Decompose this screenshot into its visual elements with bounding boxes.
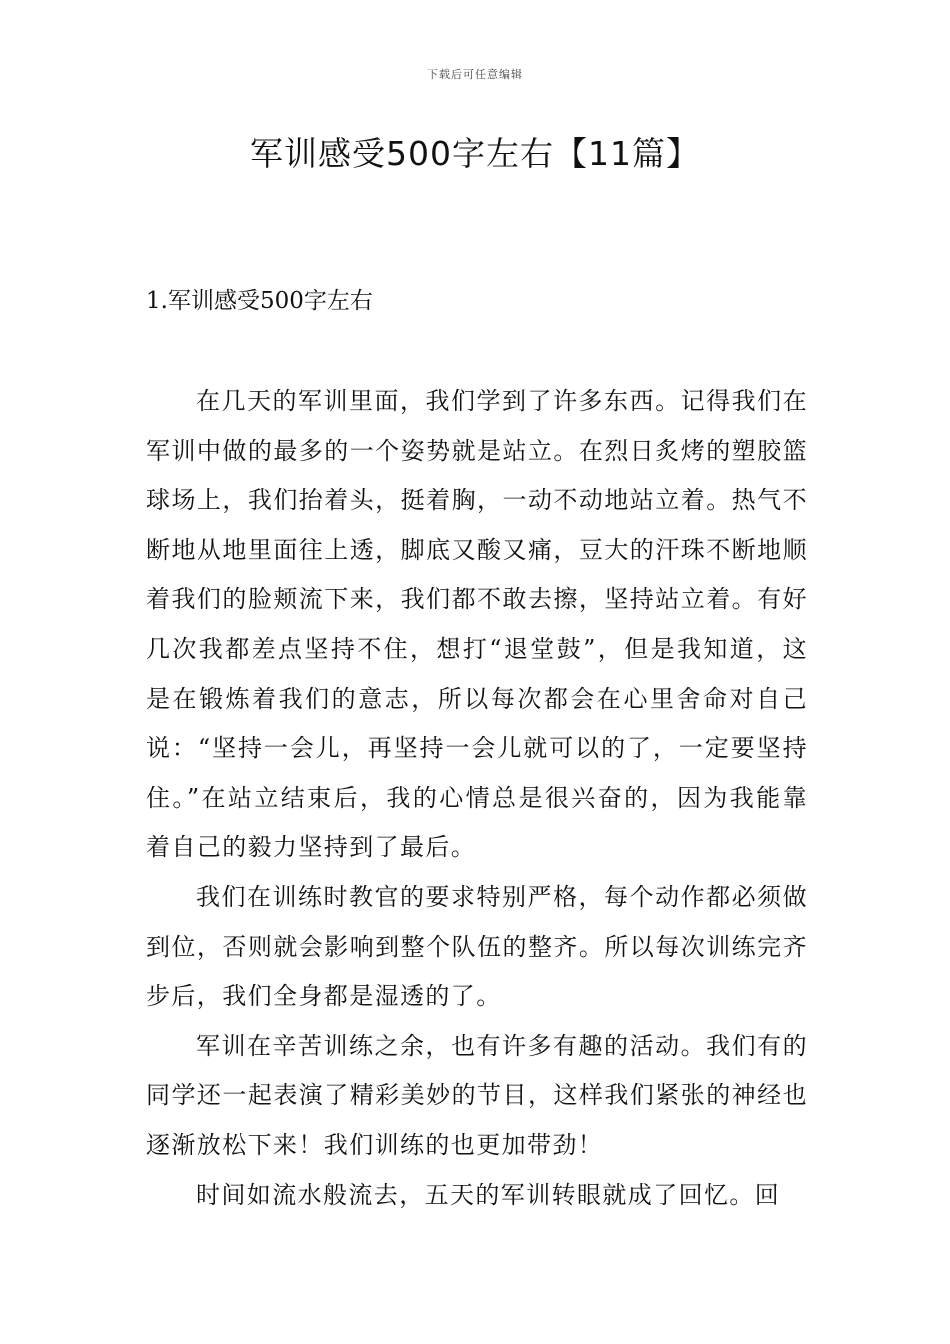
document-title: 军训感受500字左右【11篇】 (250, 134, 700, 173)
paragraph: 在几天的军训里面，我们学到了许多东西。记得我们在军训中做的最多的一个姿势就是站立。在烈日炙烤的塑胶篮球场上，我们抬着头，挺着胸，一动不动地站立着。热气不断地从地里面往上透，脚底又酸又痛，豆大的汗珠不断地顺着我们的脸颊流下来，我们都不敢去擦，坚持站立着。有好几次我都差点坚持不住，想打“退堂鼓”，但是我知道，这是在锻炼着我们的意志，所以每次都会在心里舍命对自己说：“坚持一会儿，再坚持一会儿就可以的了，一定要坚持住。”在站立结束后，我的心情总是很兴奋的，因为我能靠着自己的毅力坚持到了最后。 (146, 387, 808, 862)
header-note: 下载后可任意编辑 (427, 68, 523, 81)
paragraph: 我们在训练时教官的要求特别严格，每个动作都必须做到位，否则就会影响到整个队伍的整齐。所以每次训练完齐步后，我们全身都是湿透的了。 (146, 882, 808, 1011)
paragraph: 军训在辛苦训练之余，也有许多有趣的活动。我们有的同学还一起表演了精彩美妙的节目，这样我们紧张的神经也逐渐放松下来！我们训练的也更加带劲！ (146, 1031, 808, 1159)
paragraph: 时间如流水般流去，五天的军训转眼就成了回忆。回 (196, 1180, 781, 1209)
section-heading: 1.军训感受500字左右 (146, 288, 373, 314)
body-text (146, 377, 808, 1220)
